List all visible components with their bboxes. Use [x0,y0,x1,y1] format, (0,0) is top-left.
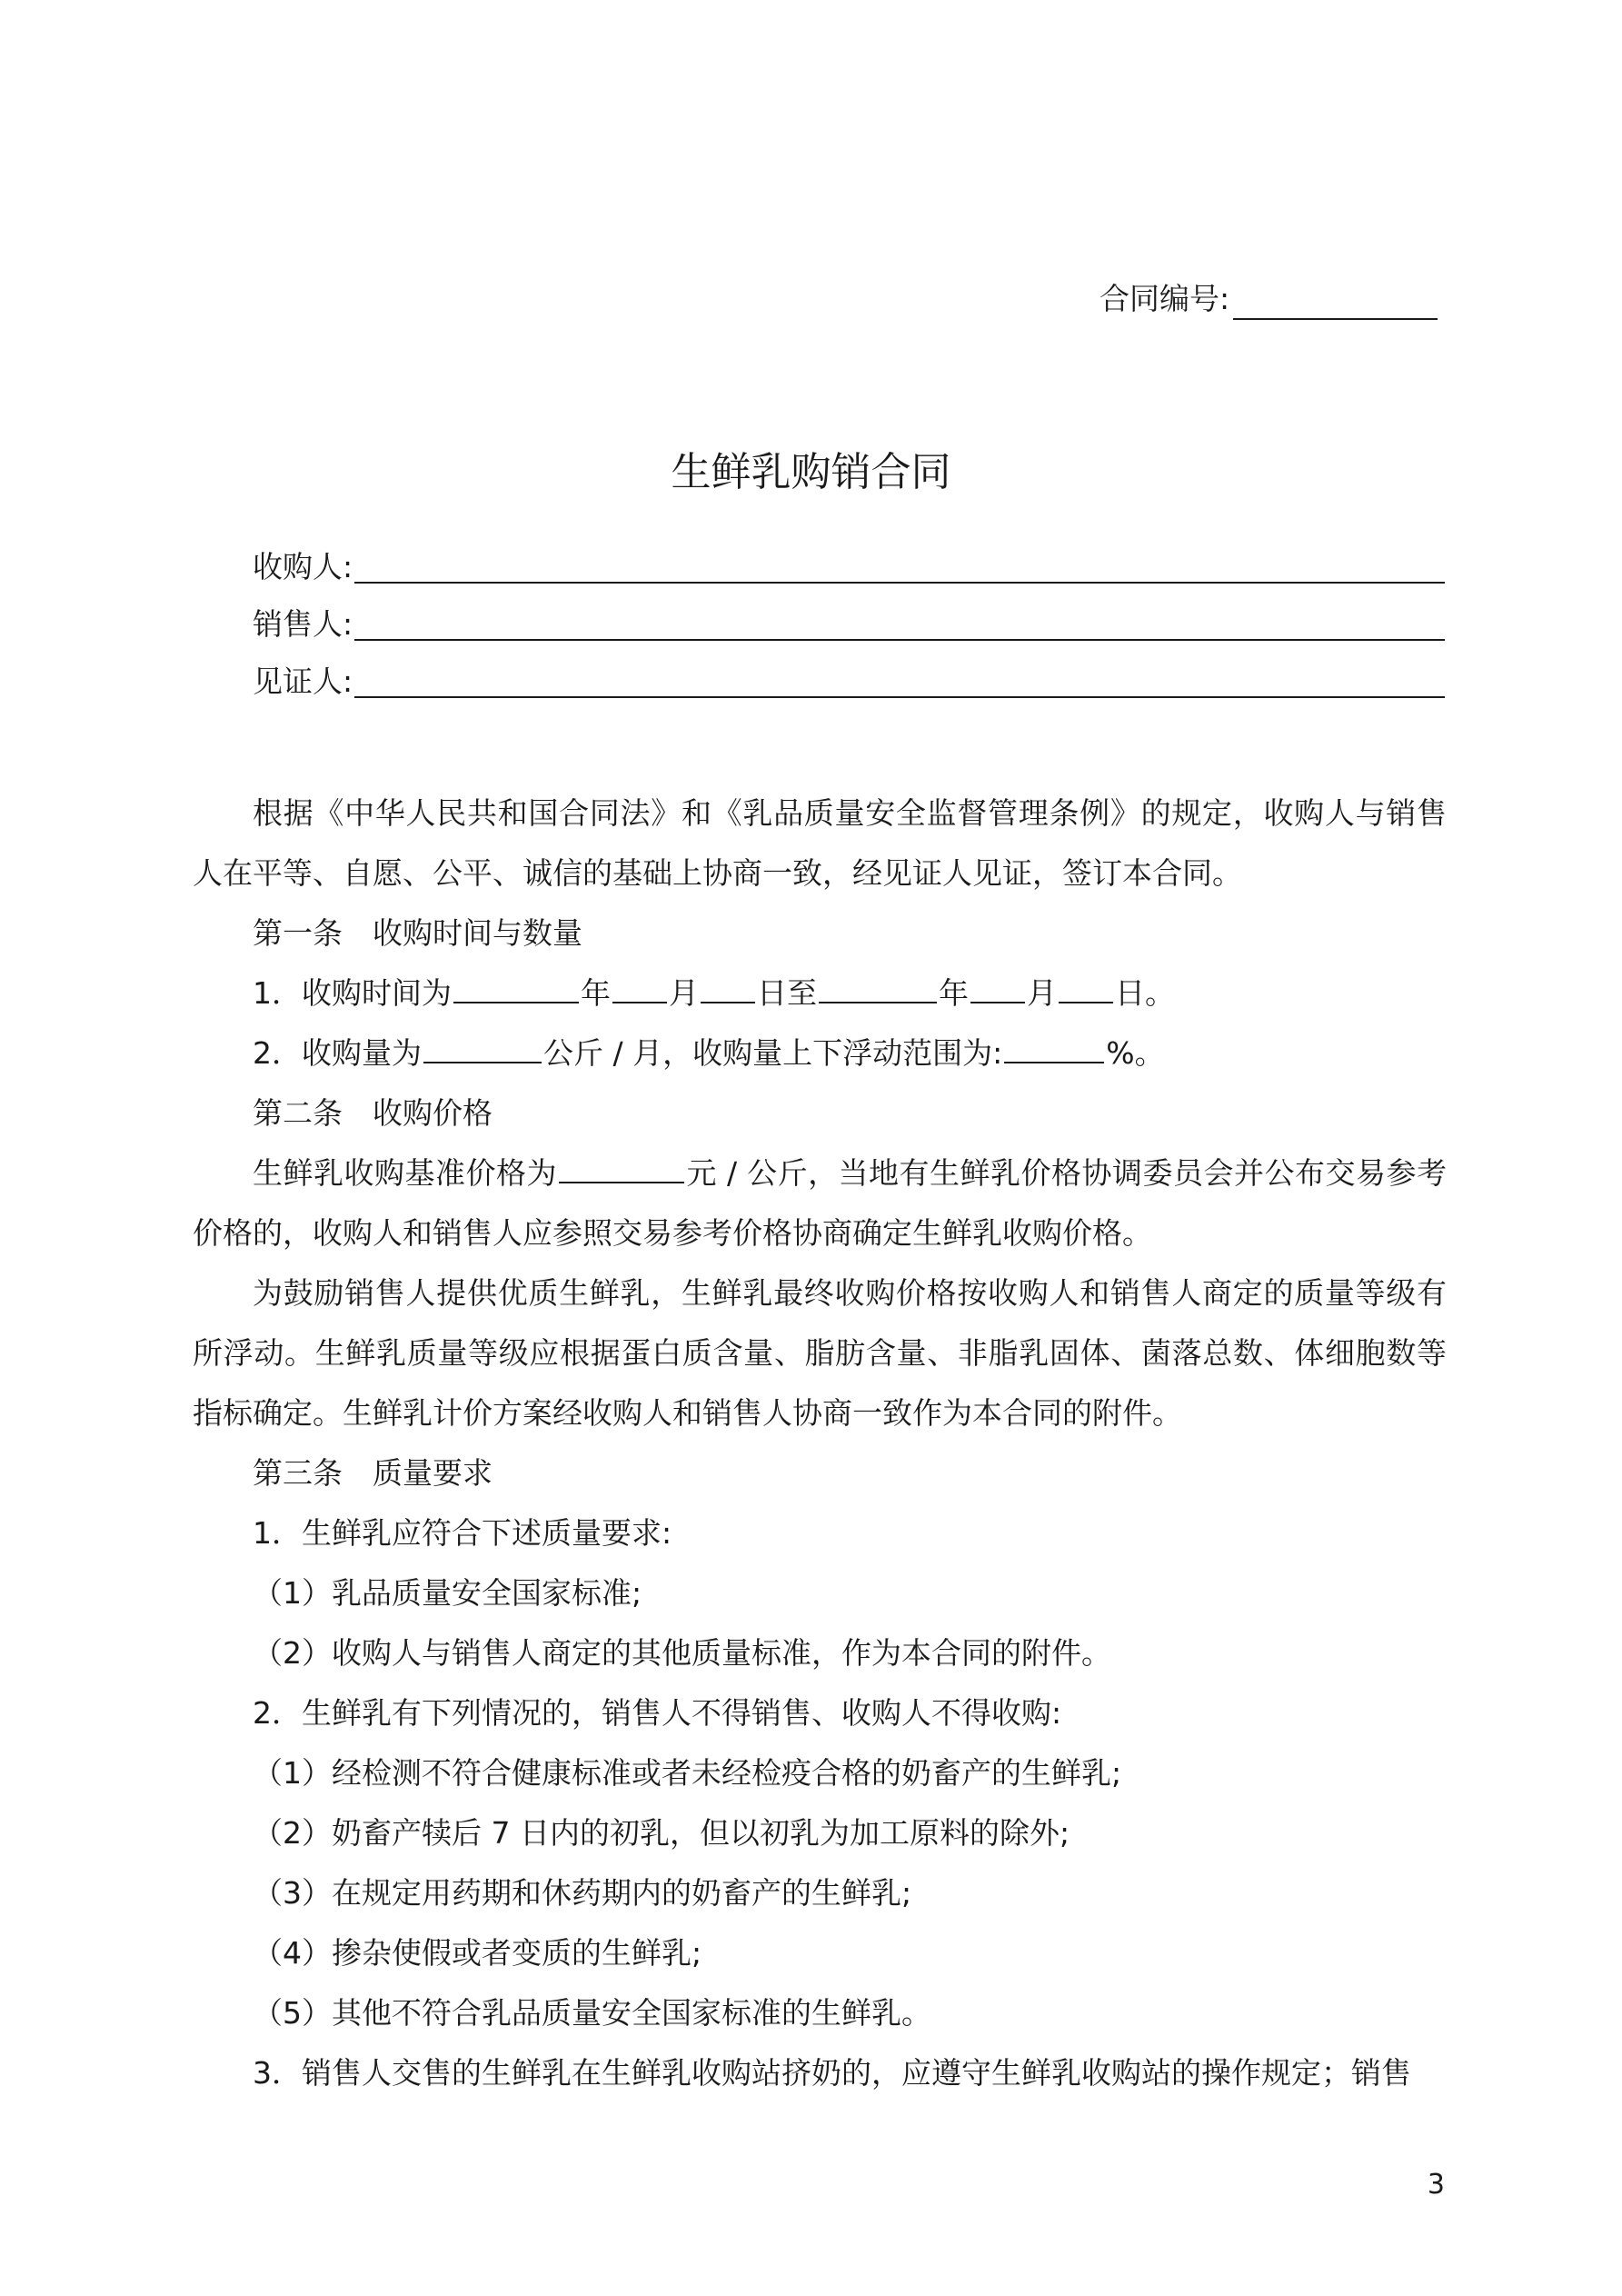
page-number: 3 [1427,2169,1445,2201]
blank [819,973,937,1003]
party-buyer [253,542,1445,593]
blank [453,973,579,1003]
article-3-line: （2）奶畜产犊后 7 日内的初乳，但以初乳为加工原料的除外; [253,1815,1070,1851]
blank [1004,1033,1104,1063]
blank [701,973,755,1003]
article-1-heading: 第一条 收购时间与数量 [253,915,582,951]
party-seller-blank [354,639,1445,641]
article-3-line: （5）其他不符合乳品质量安全国家标准的生鲜乳。 [253,1995,931,2031]
party-buyer-label: 收购人: [253,549,353,584]
article-1-item-2: 2．收购量为 公斤 / 月，收购量上下浮动范围为: %。 [193,1023,1447,1083]
article-1-item-1: 1．收购时间为 年 月 日至 年 月 日。 [193,963,1447,1023]
contract-number [1100,278,1438,320]
article-3-line: （3）在规定用药期和休药期内的奶畜产的生鲜乳; [253,1875,912,1911]
contract-body [193,784,1447,2103]
blank [612,973,667,1003]
blank [970,973,1025,1003]
contract-number-blank [1233,285,1438,320]
article-2-heading: 第二条 收购价格 [253,1095,493,1131]
party-witness-blank [354,696,1445,698]
contract-number-label: 合同编号: [1100,281,1230,316]
blank [1059,973,1113,1003]
article-3-line: 3．销售人交售的生鲜乳在生鲜乳收购站挤奶的，应遵守生鲜乳收购站的操作规定；销售 [253,2055,1411,2091]
article-3-line: （2）收购人与销售人商定的其他质量标准，作为本合同的附件。 [253,1635,1111,1671]
article-3-line: 2．生鲜乳有下列情况的，销售人不得销售、收购人不得收购: [253,1695,1062,1731]
article-2-paragraph-2: 为鼓励销售人提供优质生鲜乳，生鲜乳最终收购价格按收购人和销售人商定的质量等级有所浮动。生鲜乳质量等级应根据蛋白质含量、脂肪含量、非脂乳固体、菌落总数、体细胞数等指标确定。生鲜乳计价方案经收购人和销售人协商一致作为本合同的附件。 [193,1275,1447,1431]
preamble: 根据《中华人民共和国合同法》和《乳品质量安全监督管理条例》的规定，收购人与销售人在平等、自愿、公平、诚信的基础上协商一致，经见证人见证，签订本合同。 [193,795,1447,891]
party-witness [253,656,1445,707]
blank [559,1153,684,1183]
party-witness-label: 见证人: [253,664,353,699]
article-2-paragraph-1: 生鲜乳收购基准价格为 元 / 公斤，当地有生鲜乳价格协调委员会并公布交易参考价格的，收购人和销售人应参照交易参考价格协商确定生鲜乳收购价格。 [193,1143,1447,1263]
article-3-line: 1．生鲜乳应符合下述质量要求: [253,1515,672,1551]
document-title: 生鲜乳购销合同 [671,449,951,495]
party-buyer-blank [354,582,1445,584]
article-3-heading: 第三条 质量要求 [253,1455,493,1491]
article-3-line: （4）掺杂使假或者变质的生鲜乳; [253,1935,702,1971]
blank [423,1033,542,1063]
article-3-line: （1）乳品质量安全国家标准; [253,1575,642,1611]
article-3-line: （1）经检测不符合健康标准或者未经检疫合格的奶畜产的生鲜乳; [253,1755,1122,1791]
party-seller-label: 销售人: [253,606,353,642]
party-seller [253,599,1445,650]
